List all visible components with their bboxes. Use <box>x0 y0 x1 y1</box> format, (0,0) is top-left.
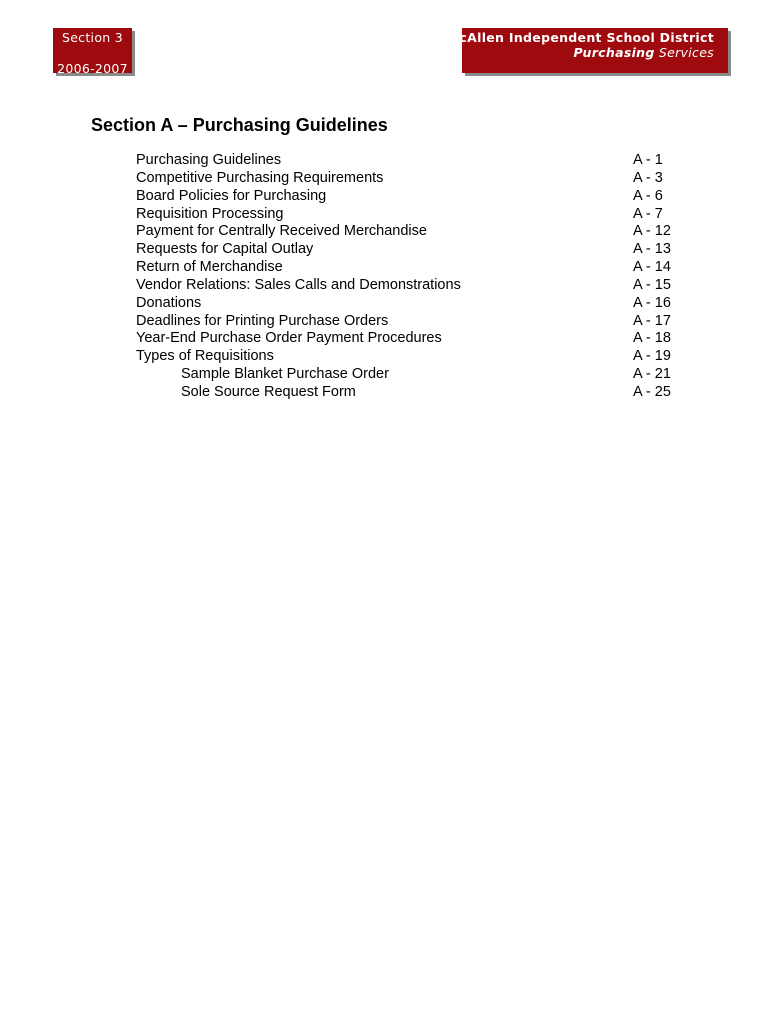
toc-entry <box>136 241 696 259</box>
toc-entry-title: Payment for Centrally Received Merchandise <box>136 223 427 240</box>
table-of-contents <box>136 152 696 402</box>
toc-entry-page: A - 14 <box>633 259 671 276</box>
section-heading: Section A – Purchasing Guidelines <box>91 115 388 135</box>
toc-entry <box>136 295 696 313</box>
district-banner <box>446 28 728 73</box>
toc-entry-page: A - 19 <box>633 348 671 365</box>
toc-entry-title: Competitive Purchasing Requirements <box>136 169 384 186</box>
toc-entry-title: Purchasing Guidelines <box>136 152 282 168</box>
toc-entry-page: A - 17 <box>633 312 671 329</box>
toc-entry-title: Requisition Processing <box>136 205 284 222</box>
toc-entry <box>136 259 696 277</box>
toc-entry <box>136 223 696 241</box>
toc-entry <box>136 330 696 348</box>
toc-entry <box>136 384 696 402</box>
toc-entry <box>136 152 696 170</box>
toc-entry-title: Donations <box>136 294 202 311</box>
department-name-rest: Services <box>654 45 714 60</box>
school-year: 2006-2007 <box>57 61 128 76</box>
department-name <box>574 45 715 60</box>
toc-entry-page: A - 1 <box>633 152 663 168</box>
toc-entry-title: Types of Requisitions <box>136 348 274 365</box>
toc-entry-title: Vendor Relations: Sales Calls and Demonstrations <box>136 276 461 293</box>
toc-entry-page: A - 16 <box>633 294 671 311</box>
toc-entry-title: Sole Source Request Form <box>181 383 356 400</box>
toc-entry <box>136 206 696 224</box>
toc-entry-page: A - 7 <box>633 205 663 222</box>
toc-entry-page: A - 13 <box>633 241 671 258</box>
toc-entry-page: A - 18 <box>633 330 671 347</box>
toc-entry-page: A - 3 <box>633 169 663 186</box>
toc-entry-title: Year-End Purchase Order Payment Procedures <box>136 330 442 347</box>
toc-entry-page: A - 21 <box>633 366 671 383</box>
toc-entry-title: Requests for Capital Outlay <box>136 241 314 258</box>
toc-entry <box>136 366 696 384</box>
toc-entry <box>136 313 696 331</box>
toc-entry-title: Return of Merchandise <box>136 259 283 276</box>
toc-entry-page: A - 15 <box>633 276 671 293</box>
department-name-bold: Purchasing <box>573 45 655 60</box>
section-banner <box>53 28 132 76</box>
toc-entry-title: Sample Blanket Purchase Order <box>181 366 389 383</box>
toc-entry-title: Deadlines for Printing Purchase Orders <box>136 312 389 329</box>
toc-entry <box>136 348 696 366</box>
district-name: McAllen Independent School District <box>446 30 714 45</box>
toc-entry <box>136 188 696 206</box>
toc-entry-page: A - 12 <box>633 223 671 240</box>
toc-entry <box>136 170 696 188</box>
toc-entry-page: A - 25 <box>633 383 671 400</box>
section-label: Section 3 <box>61 30 124 45</box>
toc-entry <box>136 277 696 295</box>
toc-entry-title: Board Policies for Purchasing <box>136 187 327 204</box>
toc-entry-page: A - 6 <box>633 187 663 204</box>
